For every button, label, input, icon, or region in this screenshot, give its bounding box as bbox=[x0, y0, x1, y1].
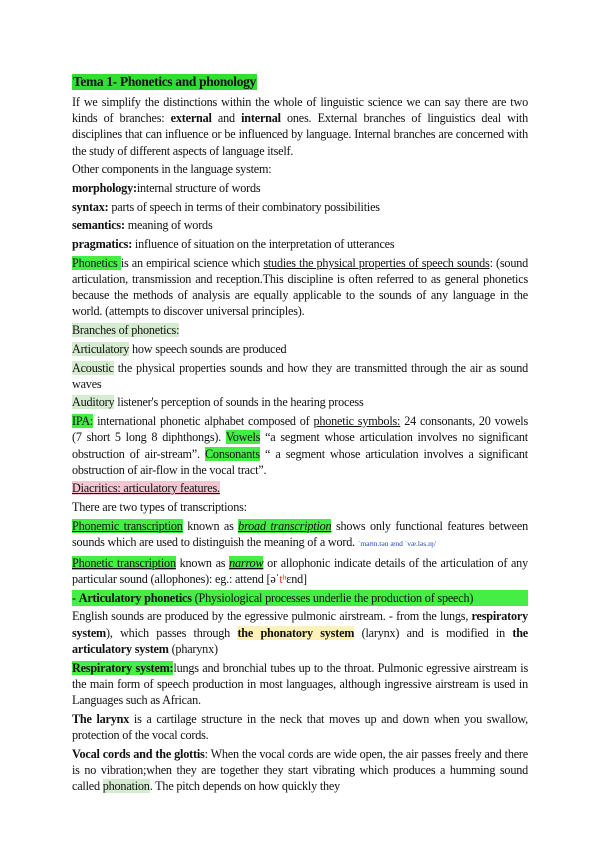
phonetics-paragraph: Phonetics is an empirical science which studies the physical properties of speech sounds: (sound articulation, transmission and reception.This discipline is often referred to as general phonetics because the methods of analysis are equally applicable to the sounds of any language in the world. (attempts to discover universal principles). bbox=[72, 255, 529, 319]
articulatory-line: Articulatory how speech sounds are produced bbox=[72, 341, 287, 356]
ipa-paragraph: IPA: international phonetic alphabet composed of phonetic symbols: 24 consonants, 20 vowels (7 short 5 long 8 diphthongs). Vowels “a segment whose articulation involves no significant obstruction of air-stream”. Consonants “ a segment whose articulation involves a significant obstruction of air-flow in the vocal tract”. bbox=[72, 414, 528, 477]
intro-paragraph: If we simplify the distinctions within the whole of linguistic science we can say there are two kinds of branches: external and internal ones. External branches of linguistics deal with disciplines that can influence or be influenced by language. Internal branches are concerned with the study of different aspects of language itself. bbox=[72, 95, 528, 158]
syntax-line: syntax: parts of speech in terms of their combinatory possibilities bbox=[72, 199, 380, 214]
pragmatics-line: pragmatics: influence of situation on the interpretation of utterances bbox=[72, 237, 395, 252]
diacritics-line: Diacritics: articulatory features. bbox=[72, 481, 220, 496]
respiratory-paragraph: Respiratory system:lungs and bronchial tubes up to the throat. Pulmonic egressive airstream is the main form of speech production in most languages, although ingressive airstream is used in Languages such as African. bbox=[72, 660, 528, 707]
vocal-cords-paragraph: Vocal cords and the glottis: When the vocal cords are wide open, the air passes freely and there is no vibration;when they are together they start vibrating which produces a humming sound called phonation. The pitch depends on how quickly they bbox=[72, 746, 528, 793]
auditory-line: Auditory listener's perception of sounds in the hearing process bbox=[72, 395, 364, 410]
two-types-line: There are two types of transcriptions: bbox=[72, 500, 247, 515]
branches-heading: Branches of phonetics: bbox=[72, 323, 180, 338]
phonetic-paragraph: Phonetic transcription known as narrow or allophonic indicate details of the articulation of any particular sound (allophones): eg.: attend [əˈtʰɛnd] bbox=[72, 555, 528, 586]
page-title: Tema 1- Phonetics and phonology bbox=[73, 74, 256, 89]
semantics-line: semantics: meaning of words bbox=[72, 218, 213, 233]
phonetics-term: Phonetics bbox=[72, 255, 121, 270]
articulatory-phonetics-band: - Articulatory phonetics (Physiological processes underlie the production of speech) bbox=[72, 590, 528, 606]
larynx-paragraph: The larynx is a cartilage structure in the neck that moves up and down when you swallow, protection of the vocal cords. bbox=[72, 711, 529, 742]
other-components-line: Other components in the language system: bbox=[72, 162, 272, 177]
phonemic-paragraph: Phonemic transcription known as broad transcription shows only functional features between sounds which are used to distinguish the meaning of a word. ˈmaʊn.tən ænd ˈvæ.ləs.ɪŋ/ bbox=[72, 518, 528, 550]
english-sounds-paragraph: English sounds are produced by the egressive pulmonic airstream. - from the lungs, respiratory system), which passes through the phonatory system (larynx) and is modified in the articulatory system (pharynx) bbox=[72, 609, 528, 656]
morphology-line: morphology:internal structure of words bbox=[72, 181, 261, 196]
acoustic-line: Acoustic the physical properties sounds and how they are transmitted through the air as sound waves bbox=[72, 360, 528, 391]
document-page bbox=[72, 74, 528, 797]
